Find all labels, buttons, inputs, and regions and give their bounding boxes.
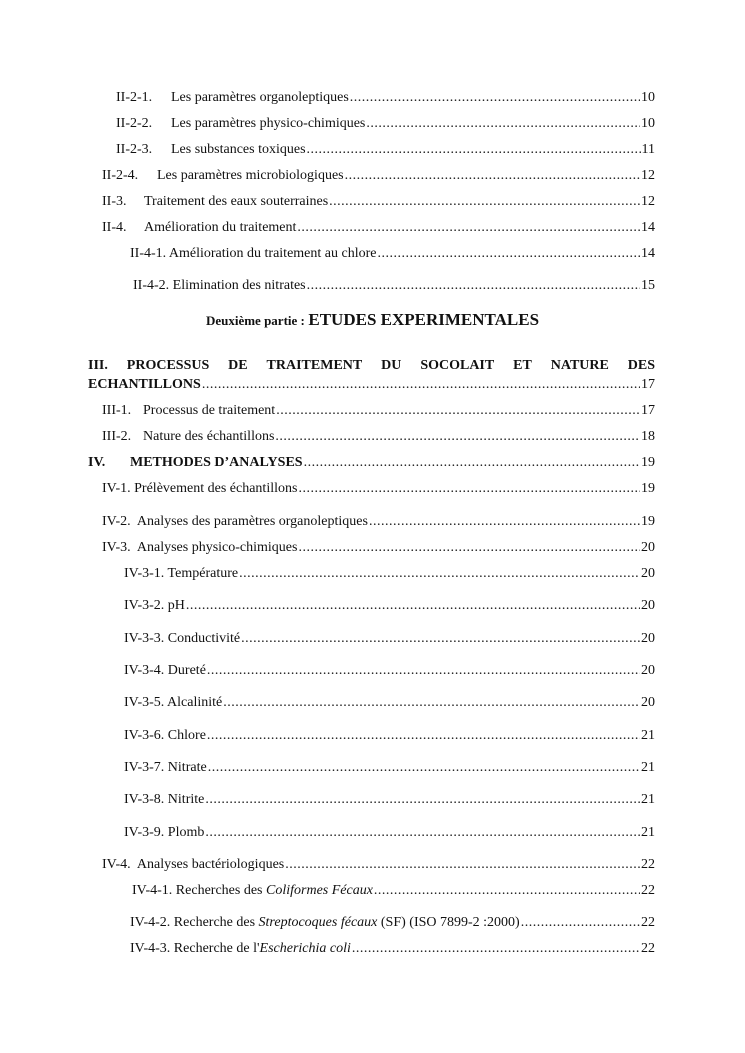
toc-number: IV. xyxy=(88,455,106,470)
toc-entry[interactable] xyxy=(130,940,655,957)
toc-entry[interactable] xyxy=(116,115,655,132)
toc-leader xyxy=(205,791,640,808)
toc-page: 21 xyxy=(641,728,655,743)
toc-leader xyxy=(208,759,640,776)
toc-entry[interactable] xyxy=(102,480,655,497)
toc-label-text: IV-4-2. Recherche des xyxy=(130,915,259,930)
section-heading-line1[interactable] xyxy=(88,357,655,374)
toc-page: 21 xyxy=(641,825,655,840)
toc-label-italic: Escherichia coli xyxy=(259,941,351,956)
toc-label: ECHANTILLONS xyxy=(88,377,201,392)
toc-label: Les paramètres physico-chimiques xyxy=(171,116,366,131)
heading-word: DE xyxy=(228,358,248,373)
toc-label: IV-3-3. Conductivité xyxy=(124,631,241,646)
toc-page: 20 xyxy=(641,540,655,555)
toc-leader xyxy=(298,539,640,556)
toc-leader xyxy=(276,402,640,419)
toc-number: II-3. xyxy=(102,194,127,209)
toc-number: II-4. xyxy=(102,220,127,235)
toc-number: II-2-1. xyxy=(116,90,153,105)
toc-page: 22 xyxy=(641,915,655,930)
toc-entry[interactable] xyxy=(116,89,655,106)
toc-label: Les paramètres microbiologiques xyxy=(157,168,344,183)
part-title-prefix: Deuxième partie : xyxy=(205,313,305,328)
toc-entry[interactable] xyxy=(124,791,655,808)
heading-word: ET xyxy=(513,358,532,373)
toc-leader xyxy=(304,454,640,471)
toc-number: II-2-3. xyxy=(116,142,153,157)
toc-label: IV-3-8. Nitrite xyxy=(124,792,205,807)
toc-page: 20 xyxy=(641,598,655,613)
toc-leader xyxy=(205,824,640,841)
toc-page: 20 xyxy=(641,566,655,581)
heading-word: III. xyxy=(88,358,108,373)
toc-label xyxy=(130,914,520,931)
toc-entry[interactable] xyxy=(102,193,655,210)
toc-page: 10 xyxy=(641,116,655,131)
toc-label-italic: Streptocoques fécaux xyxy=(258,915,378,930)
toc-entry[interactable] xyxy=(124,694,655,711)
toc-label: Les substances toxiques xyxy=(171,142,306,157)
toc-entry[interactable] xyxy=(124,759,655,776)
toc-entry[interactable] xyxy=(124,727,655,744)
toc-leader xyxy=(345,167,640,184)
heading-word: SOCOLAIT xyxy=(420,358,495,373)
toc-page: 12 xyxy=(641,168,655,183)
toc-label-text: IV-4-1. Recherches des xyxy=(132,883,266,898)
toc-leader xyxy=(521,914,640,931)
toc-label: IV-3-9. Plomb xyxy=(124,825,205,840)
toc-label: IV-3-4. Dureté xyxy=(124,663,206,678)
toc-leader xyxy=(186,597,640,614)
toc-number: II-2-2. xyxy=(116,116,153,131)
toc-page: 11 xyxy=(641,142,655,157)
toc-label: IV-3-5. Alcalinité xyxy=(124,695,223,710)
toc-leader xyxy=(307,141,641,158)
toc-page: 19 xyxy=(641,514,655,529)
toc-label: II-4-2. Elimination des nitrates xyxy=(133,278,306,293)
toc-page: 20 xyxy=(641,695,655,710)
toc-leader xyxy=(374,882,640,899)
toc-entry[interactable] xyxy=(88,376,655,393)
toc-page: 21 xyxy=(641,760,655,775)
toc-label: IV-3-7. Nitrate xyxy=(124,760,207,775)
toc-label: IV-2. Analyses des paramètres organoleptiques xyxy=(102,514,368,529)
toc-leader xyxy=(298,480,640,497)
toc-leader xyxy=(285,856,640,873)
toc-label: Amélioration du traitement xyxy=(144,220,297,235)
toc-leader xyxy=(350,89,640,106)
toc-leader xyxy=(239,565,640,582)
toc-leader xyxy=(207,727,640,744)
toc-leader xyxy=(202,376,640,393)
toc-number: III-2. xyxy=(102,429,132,444)
toc-leader xyxy=(352,940,640,957)
toc-entry[interactable] xyxy=(124,824,655,841)
toc-label: IV-3-1. Température xyxy=(124,566,239,581)
toc-label-text: (SF) (ISO 7899-2 :2000) xyxy=(377,915,520,930)
toc-leader xyxy=(369,513,640,530)
toc-label: IV-4. Analyses bactériologiques xyxy=(102,857,285,872)
heading-word: DES xyxy=(627,358,655,373)
toc-entry[interactable] xyxy=(102,539,655,556)
toc-label: IV-3-2. pH xyxy=(124,598,185,613)
toc-entry[interactable] xyxy=(102,428,655,445)
toc-label-text: IV-4-3. Recherche de l' xyxy=(130,941,260,956)
heading-word: DU xyxy=(381,358,402,373)
toc-leader xyxy=(207,662,640,679)
toc-label-italic: Coliformes Fécaux xyxy=(266,883,373,898)
toc-label: IV-1. Prélèvement des échantillons xyxy=(102,481,298,496)
toc-page: 17 xyxy=(641,403,655,418)
toc-label: IV-3. Analyses physico-chimiques xyxy=(102,540,298,555)
toc-page: 15 xyxy=(641,278,655,293)
toc-leader xyxy=(241,630,640,647)
toc-entry[interactable] xyxy=(130,914,655,931)
toc-label: Traitement des eaux souterraines xyxy=(144,194,329,209)
toc-leader xyxy=(377,245,640,262)
toc-entry[interactable] xyxy=(124,630,655,647)
toc-page: 17 xyxy=(641,377,655,392)
toc-entry[interactable] xyxy=(102,513,655,530)
toc-page: 20 xyxy=(641,631,655,646)
toc-leader xyxy=(366,115,640,132)
toc-label: Processus de traitement xyxy=(143,403,276,418)
toc-number: III-1. xyxy=(102,403,132,418)
part-title xyxy=(0,310,745,332)
toc-entry[interactable] xyxy=(102,167,655,184)
toc-entry[interactable] xyxy=(102,856,655,873)
part-title-main: ETUDES EXPERIMENTALES xyxy=(308,310,540,329)
toc-label: METHODES D’ANALYSES xyxy=(130,455,303,470)
toc-label xyxy=(132,882,373,899)
heading-word: PROCESSUS xyxy=(126,358,210,373)
toc-label: Nature des échantillons xyxy=(143,429,275,444)
toc-leader xyxy=(223,694,640,711)
toc-label: Les paramètres organoleptiques xyxy=(171,90,349,105)
toc-page: 21 xyxy=(641,792,655,807)
toc-entry[interactable] xyxy=(102,219,655,236)
toc-entry[interactable] xyxy=(124,662,655,679)
toc-page: 22 xyxy=(641,941,655,956)
toc-leader xyxy=(297,219,640,236)
toc-entry[interactable] xyxy=(130,245,655,262)
toc-page: 14 xyxy=(641,220,655,235)
toc-label: II-4-1. Amélioration du traitement au chlore xyxy=(130,246,377,261)
toc-entry[interactable] xyxy=(88,454,655,471)
toc-page: 19 xyxy=(641,481,655,496)
toc-entry[interactable] xyxy=(124,597,655,614)
toc-label xyxy=(130,940,351,957)
toc-page: 22 xyxy=(641,883,655,898)
toc-entry[interactable] xyxy=(132,882,655,899)
toc-number: II-2-4. xyxy=(102,168,139,183)
toc-page: 20 xyxy=(641,663,655,678)
toc-label: IV-3-6. Chlore xyxy=(124,728,206,743)
toc-entry[interactable] xyxy=(124,565,655,582)
toc-leader xyxy=(307,277,640,294)
toc-page: 14 xyxy=(641,246,655,261)
toc-entry[interactable] xyxy=(133,277,655,294)
toc-page: 10 xyxy=(641,90,655,105)
toc-page: 19 xyxy=(641,455,655,470)
toc-leader xyxy=(329,193,640,210)
toc-leader xyxy=(275,428,640,445)
heading-word: TRAITEMENT xyxy=(266,358,363,373)
toc-page: 22 xyxy=(641,857,655,872)
toc-entry[interactable] xyxy=(116,141,655,158)
toc-page: 12 xyxy=(641,194,655,209)
toc-page: 18 xyxy=(641,429,655,444)
heading-word: NATURE xyxy=(550,358,609,373)
toc-entry[interactable] xyxy=(102,402,655,419)
